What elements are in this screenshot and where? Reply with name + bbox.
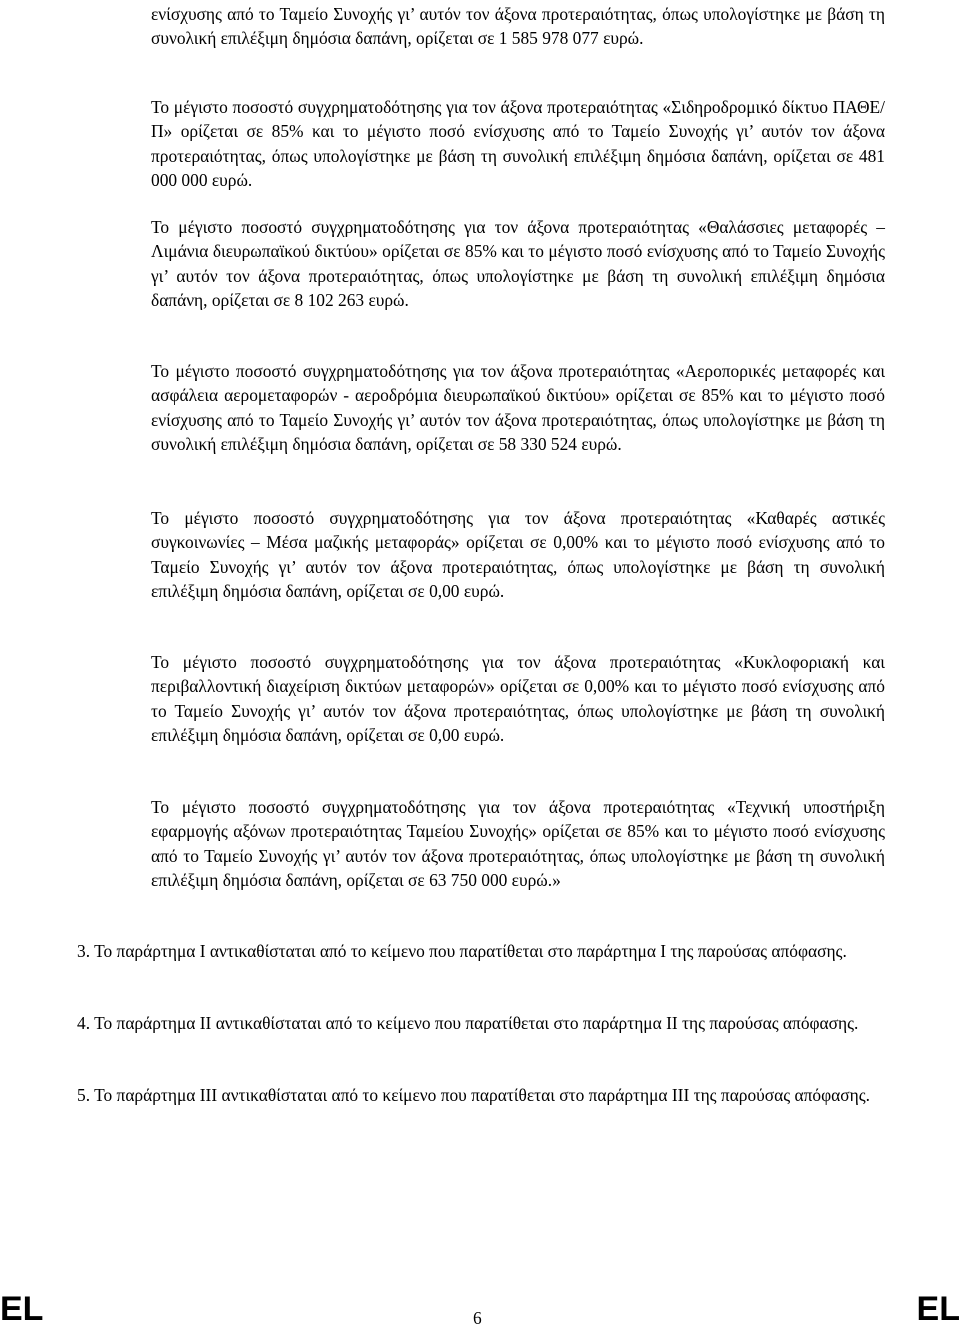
page-number: 6 [473,1308,482,1328]
paragraph-maritime-transport: Το μέγιστο ποσοστό συγχρηματοδότησης για τον άξονα προτεραιότητας «Θαλάσσιες μεταφορές – Λιμάνια διευρωπαϊκού δικτύου» ορίζεται σε 85% και το μέγιστο ποσό ενίσχυσης από το Ταμείο Συνοχής γι’ αυτόν τον άξονα προτεραιότητας, όπως υπολογίστηκε με βάση τη συνολική επιλέξιμη δημόσια δαπάνη, ορίζεται σε 8 102 263 ευρώ. [151,217,885,310]
paragraph-rail-network: Το μέγιστο ποσοστό συγχρηματοδότησης για τον άξονα προτεραιότητας «Σιδηροδρομικό δίκτυο ΠΑΘΕ/Π» ορίζεται σε 85% και το μέγιστο ποσό ενίσχυσης από το Ταμείο Συνοχής γι’ αυτόν τον άξονα προτεραιότητας, όπως υπολογίστηκε με βάση τη συνολική επιλέξιμη δημόσια δαπάνη, ορίζεται σε 481 000 000 ευρώ. [151,97,885,190]
footer-language-left: EL [0,1290,44,1328]
numbered-item-5: 5. Το παράρτημα III αντικαθίσταται από το κείμενο που παρατίθεται στο παράρτημα III της παρούσας απόφασης. [77,1085,870,1105]
footer-language-right: EL [916,1290,960,1328]
paragraph-traffic-management: Το μέγιστο ποσοστό συγχρηματοδότησης για τον άξονα προτεραιότητας «Κυκλοφοριακή και περιβαλλοντική διαχείριση δικτύων μεταφορών» ορίζεται σε 0,00% και το μέγιστο ποσό ενίσχυσης από το Ταμείο Συνοχής γι’ αυτόν τον άξονα προτεραιότητας, όπως υπολογίστηκε με βάση τη συνολική επιλέξιμη δημόσια δαπάνη, ορίζεται σε 0,00 ευρώ. [151,652,885,745]
paragraph-urban-transport: Το μέγιστο ποσοστό συγχρηματοδότησης για τον άξονα προτεραιότητας «Καθαρές αστικές συγκοινωνίες – Μέσα μαζικής μεταφοράς» ορίζεται σε 0,00% και το μέγιστο ποσό ενίσχυσης από το Ταμείο Συνοχής γι’ αυτόν τον άξονα προτεραιότητας, όπως υπολογίστηκε με βάση τη συνολική επιλέξιμη δημόσια δαπάνη, ορίζεται σε 0,00 ευρώ. [151,508,885,601]
numbered-item-4: 4. Το παράρτημα II αντικαθίσταται από το κείμενο που παρατίθεται στο παράρτημα II της παρούσας απόφασης. [77,1013,859,1033]
paragraph-continuation: ενίσχυσης από το Ταμείο Συνοχής γι’ αυτόν τον άξονα προτεραιότητας, όπως υπολογίστηκε με βάση τη συνολική επιλέξιμη δημόσια δαπάνη, ορίζεται σε 1 585 978 077 ευρώ. [151,4,885,49]
paragraph-air-transport: Το μέγιστο ποσοστό συγχρηματοδότησης για τον άξονα προτεραιότητας «Αεροπορικές μεταφορές και ασφάλεια αερομεταφορών - αεροδρόμια διευρωπαϊκού δικτύου» ορίζεται σε 85% και το μέγιστο ποσό ενίσχυσης από το Ταμείο Συνοχής γι’ αυτόν τον άξονα προτεραιότητας, όπως υπολογίστηκε με βάση τη συνολική επιλέξιμη δημόσια δαπάνη, ορίζεται σε 58 330 524 ευρώ. [151,361,885,454]
numbered-item-3: 3. Το παράρτημα I αντικαθίσταται από το κείμενο που παρατίθεται στο παράρτημα I της παρούσας απόφασης. [77,941,847,961]
paragraph-technical-support: Το μέγιστο ποσοστό συγχρηματοδότησης για τον άξονα προτεραιότητας «Τεχνική υποστήριξη εφαρμογής αξόνων προτεραιότητας Ταμείου Συνοχής» ορίζεται σε 85% και το μέγιστο ποσό ενίσχυσης από το Ταμείο Συνοχής γι’ αυτόν τον άξονα προτεραιότητας, όπως υπολογίστηκε με βάση τη συνολική επιλέξιμη δημόσια δαπάνη, ορίζεται σε 63 750 000 ευρώ.» [151,797,885,890]
